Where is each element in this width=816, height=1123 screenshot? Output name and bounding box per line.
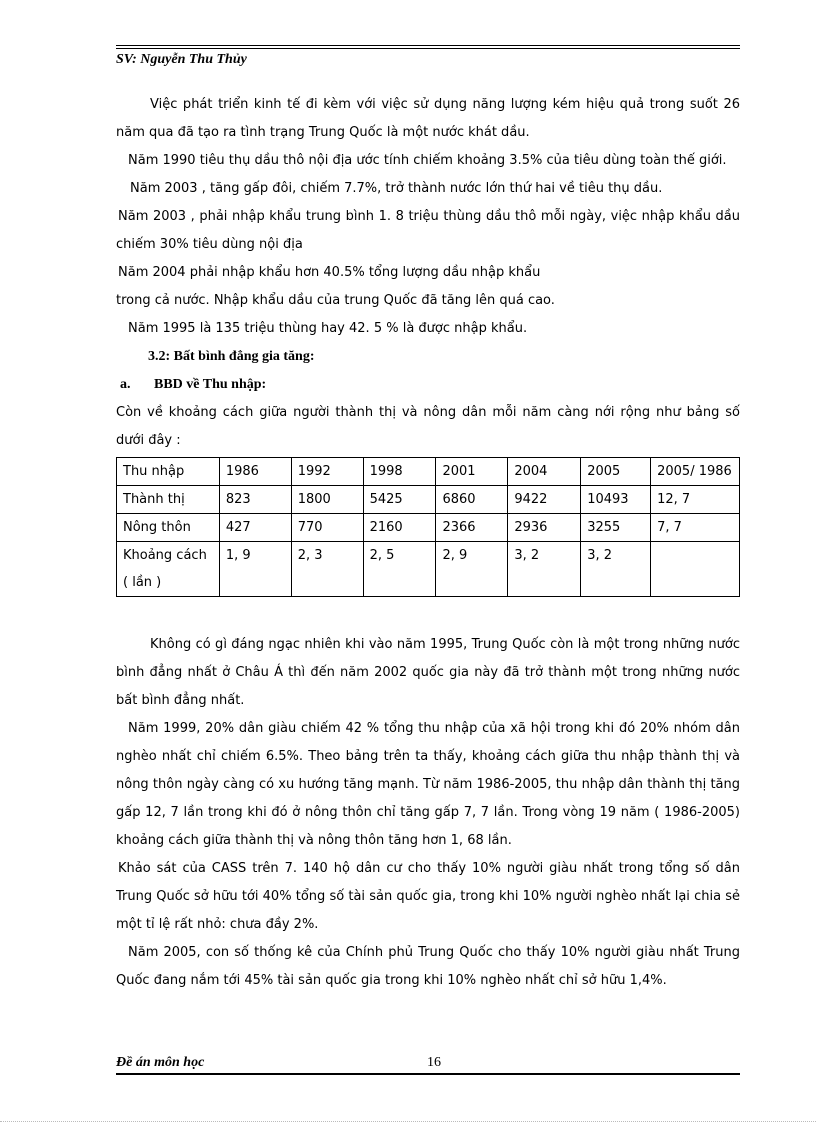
page-bottom-border: [0, 1121, 816, 1122]
table-cell: 427: [219, 514, 291, 542]
footer-rule: [116, 1073, 740, 1075]
table-cell: 2, 9: [436, 542, 508, 597]
paragraph: trong cả nước. Nhập khẩu dầu của trung Quốc đã tăng lên quá cao.: [116, 293, 555, 308]
paragraph: Năm 1995 là 135 triệu thùng hay 42. 5 % là được nhập khẩu.: [128, 321, 528, 336]
table-cell: 770: [291, 514, 363, 542]
table-cell: 1, 9: [219, 542, 291, 597]
table-cell: 3, 2: [581, 542, 651, 597]
table-cell: 5425: [363, 486, 436, 514]
table-header-cell: 2005: [581, 458, 651, 486]
table-cell: 823: [219, 486, 291, 514]
paragraph: Năm 2003 , tăng gấp đôi, chiếm 7.7%, trở thành nước lớn thứ hai về tiêu thụ dầu.: [130, 181, 663, 196]
header-rule-top: [116, 45, 740, 46]
paragraph: Năm 2004 phải nhập khẩu hơn 40.5% tổng lượng dầu nhập khẩu: [118, 265, 541, 280]
table-cell: Nông thôn: [117, 514, 220, 542]
header-rule-bottom: [116, 48, 740, 49]
page-content: [116, 91, 740, 995]
paragraph: Năm 2003 , phải nhập khẩu trung bình 1. 8 triệu thùng dầu thô mỗi ngày, việc nhập khẩu dầu chiếm 30% tiêu dùng nội địa: [116, 209, 740, 252]
table-cell: 12, 7: [651, 486, 740, 514]
table-cell: [651, 542, 740, 597]
table-row: [117, 514, 740, 542]
paragraph: Năm 1999, 20% dân giàu chiếm 42 % tổng thu nhập của xã hội trong khi đó 20% nhóm dân nghèo nhất chỉ chiếm 6.5%. Theo bảng trên ta thấy, khoảng cách giữa thu nhập thành thị và nông thôn ngày càng có xu hướng tăng mạnh. Từ năm 1986-2005, thu nhập dân thành thị tăng gấp 12, 7 lần trong khi đó ở nông thôn chỉ tăng gấp 7, 7 lần. Trong vòng 19 năm ( 1986-2005) khoảng cách giữa thành thị và nông thôn tăng hơn 1, 68 lần.: [116, 721, 740, 848]
table-cell: 2936: [508, 514, 581, 542]
footer-title: Đề án môn học: [116, 1055, 205, 1070]
section-heading: 3.2: Bất bình đẳng gia tăng:: [148, 349, 315, 364]
page-number: 16: [427, 1055, 441, 1070]
table-header-cell: 1998: [363, 458, 436, 486]
subsection-title: BBD về Thu nhập:: [154, 377, 267, 392]
table-cell: 7, 7: [651, 514, 740, 542]
table-row: [117, 542, 740, 597]
table-header-cell: 1992: [291, 458, 363, 486]
table-cell: Thành thị: [117, 486, 220, 514]
income-table: [116, 457, 740, 597]
table-header-row: [117, 458, 740, 486]
table-row: [117, 486, 740, 514]
paragraph: Năm 1990 tiêu thụ dầu thô nội địa ước tính chiếm khoảng 3.5% của tiêu dùng toàn thế giới.: [128, 153, 727, 168]
table-intro: Còn về khoảng cách giữa người thành thị và nông dân mỗi năm càng nới rộng như bảng số dưới đây :: [116, 405, 740, 448]
table-header-cell: Thu nhập: [117, 458, 220, 486]
table-header-cell: 1986: [219, 458, 291, 486]
table-cell: 1800: [291, 486, 363, 514]
table-cell: 2, 3: [291, 542, 363, 597]
subsection-label: a.: [120, 377, 131, 392]
table-cell: 3, 2: [508, 542, 581, 597]
paragraph: Khảo sát của CASS trên 7. 140 hộ dân cư cho thấy 10% người giàu nhất trong tổng số dân Trung Quốc sở hữu tới 40% tổng số tài sản quốc gia, trong khi 10% người nghèo nhất lại chia sẻ một tỉ lệ rất nhỏ: chưa đầy 2%.: [116, 861, 740, 932]
header-author: SV: Nguyễn Thu Thủy: [116, 52, 247, 67]
table-cell: 2366: [436, 514, 508, 542]
table-cell: 3255: [581, 514, 651, 542]
table-cell: 2160: [363, 514, 436, 542]
table-cell: 6860: [436, 486, 508, 514]
table-header-cell: 2005/ 1986: [651, 458, 740, 486]
table-header-cell: 2004: [508, 458, 581, 486]
table-cell: 2, 5: [363, 542, 436, 597]
paragraph: Không có gì đáng ngạc nhiên khi vào năm 1995, Trung Quốc còn là một trong những nước bình đẳng nhất ở Châu Á thì đến năm 2002 quốc gia này đã trở thành một trong những nước bất bình đẳng nhất.: [116, 637, 740, 708]
table-header-cell: 2001: [436, 458, 508, 486]
table-cell: Khoảng cách ( lần ): [117, 542, 220, 597]
table-cell: 9422: [508, 486, 581, 514]
paragraph: Việc phát triển kinh tế đi kèm với việc sử dụng năng lượng kém hiệu quả trong suốt 26 năm qua đã tạo ra tình trạng Trung Quốc là một nước khát dầu.: [116, 97, 740, 140]
subsection-heading: [116, 371, 740, 399]
table-cell: 10493: [581, 486, 651, 514]
paragraph: Năm 2005, con số thống kê của Chính phủ Trung Quốc cho thấy 10% người giàu nhất Trung Quốc đang nắm tới 45% tài sản quốc gia trong khi 10% nghèo nhất chỉ sở hữu 1,4%.: [116, 945, 740, 988]
